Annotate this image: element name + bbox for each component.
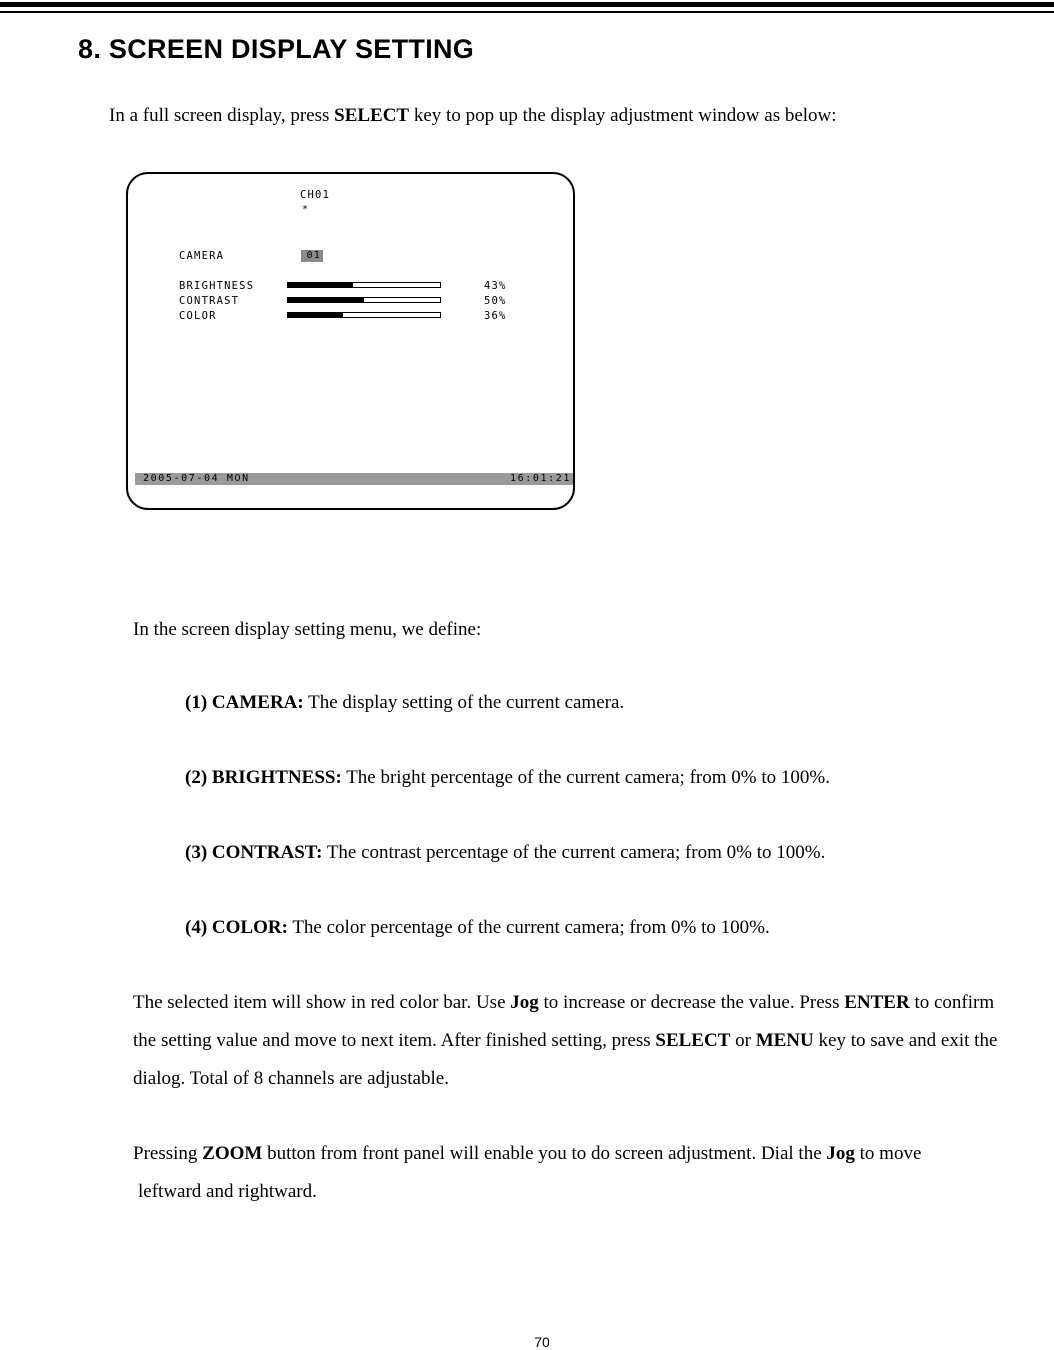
top-rule-thin [0,11,1054,13]
osd-marker: * [302,204,310,215]
menu-key: MENU [755,1030,814,1051]
selected-item-paragraph: The selected item will show in red color bar. Use Jog to increase or decrease the value. Press ENTER to confirm the setting value and move to next item. After finished setting, press SELECT or MENU key to save and exit the dialog. Total of 8 channels are adjustable. [133,992,998,1089]
zoom-paragraph: Pressing ZOOM button from front panel will enable you to do screen adjustment. Dial the Jog to move leftward and rightward. [133,1143,922,1202]
osd-channel-label: CH01 [300,189,331,201]
top-rule-thick [0,2,1054,7]
osd-color-label: COLOR [179,310,217,322]
osd-brightness-label: BRIGHTNESS [179,280,255,292]
jog-key: Jog [510,992,539,1013]
osd-color-bar [287,312,441,318]
enter-key: ENTER [844,992,910,1013]
definition-color: (4) COLOR: The color percentage of the current camera; from 0% to 100%. [185,917,770,938]
osd-status-bar [135,473,573,485]
osd-camera-label: CAMERA [179,250,225,262]
page-number: 70 [534,1334,550,1350]
definition-camera: (1) CAMERA: The display setting of the current camera. [185,692,625,713]
osd-color-bar-fill [288,313,343,317]
osd-contrast-label: CONTRAST [179,295,240,307]
select-key: SELECT [334,105,410,126]
zoom-key: ZOOM [202,1143,263,1164]
osd-screen-illustration [126,172,575,510]
osd-brightness-bar [287,282,441,288]
osd-camera-value: 01 [301,250,323,262]
intro-paragraph: In a full screen display, press SELECT key to pop up the display adjustment window as below: [109,105,837,126]
page-title: 8. SCREEN DISPLAY SETTING [78,34,475,64]
osd-contrast-percent: 50% [484,295,507,307]
definition-brightness: (2) BRIGHTNESS: The bright percentage of the current camera; from 0% to 100%. [185,767,830,788]
osd-status-date: 2005-07-04 MON [143,473,250,484]
select-key-2: SELECT [655,1030,731,1051]
jog-key-2: Jog [826,1143,855,1164]
osd-brightness-percent: 43% [484,280,507,292]
osd-contrast-bar [287,297,441,303]
osd-contrast-bar-fill [288,298,364,302]
osd-status-time: 16:01:21 [510,473,571,484]
osd-color-percent: 36% [484,310,507,322]
definition-contrast: (3) CONTRAST: The contrast percentage of the current camera; from 0% to 100%. [185,842,826,863]
define-intro: In the screen display setting menu, we define: [133,619,482,640]
osd-brightness-bar-fill [288,283,353,287]
